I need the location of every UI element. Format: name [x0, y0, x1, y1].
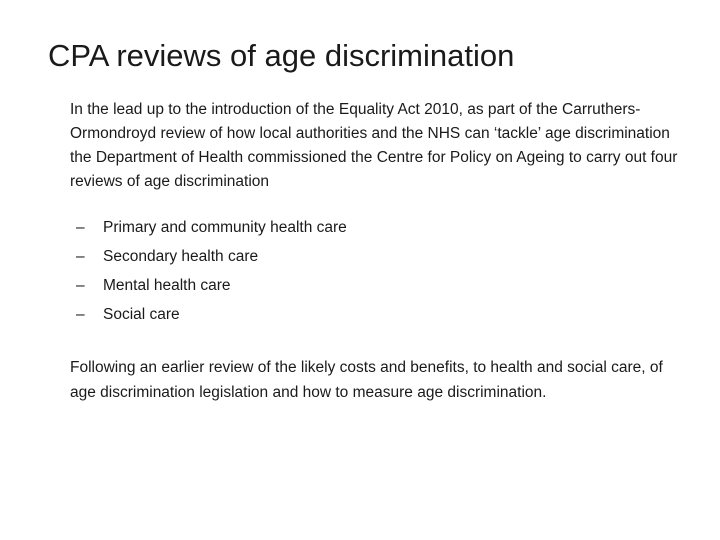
list-item-text: Mental health care	[103, 277, 231, 294]
list-item-text: Secondary health care	[103, 248, 259, 265]
bullet-dash: –	[76, 248, 85, 265]
list-item-text: Social care	[103, 306, 180, 323]
bullet-dash: –	[76, 219, 85, 236]
closing-paragraph: Following an earlier review of the likely costs and benefits, to health and social care, of age discrimination legislation and how to measure age discrimination.	[70, 359, 663, 401]
intro-paragraph: In the lead up to the introduction of the Equality Act 2010, as part of the Carruthers-Ormondroyd review of how local authorities and the NHS can ‘tackle’ age discrimination the Department of Health commissioned the Centre for Policy on Ageing to carry out four reviews of age discrimination	[70, 101, 678, 190]
bullet-dash: –	[76, 306, 85, 323]
slide-title: CPA reviews of age discrimination	[48, 38, 515, 73]
bullet-dash: –	[76, 277, 85, 294]
list-item-text: Primary and community health care	[103, 219, 347, 236]
